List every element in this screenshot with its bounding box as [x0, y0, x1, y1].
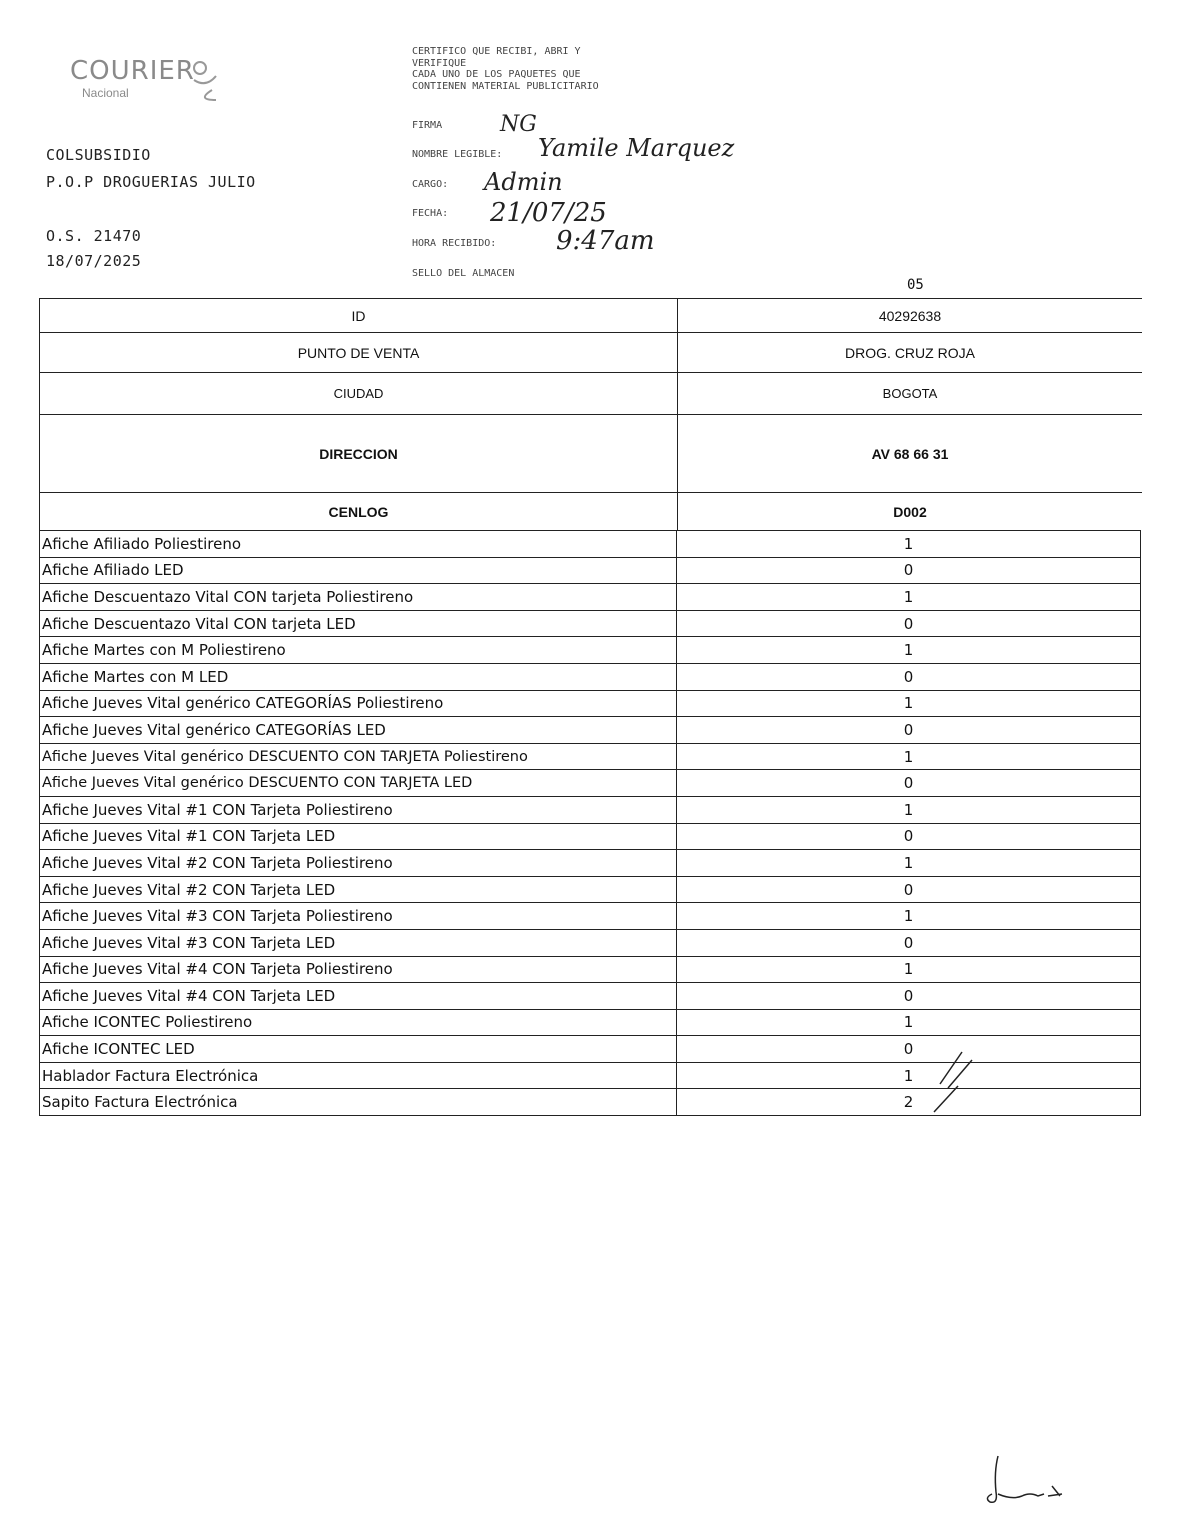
logo-word: COURIER [70, 56, 195, 86]
handwritten-date: 21/07/25 [490, 198, 607, 228]
hora-label: HORA RECIBIDO: [412, 238, 497, 249]
client-name: COLSUBSIDIO [46, 146, 151, 164]
item-name: Afiche Jueves Vital #4 CON Tarjeta LED [40, 983, 677, 1010]
logo-emblem-icon [186, 54, 228, 104]
campaign-name: P.O.P DROGUERIAS JULIO [46, 173, 256, 191]
sello-label: SELLO DEL ALMACEN [412, 268, 515, 279]
info-row [40, 373, 1143, 415]
info-value: BOGOTA [678, 373, 1143, 415]
item-qty: 0 [677, 663, 1141, 690]
table-row [40, 929, 1141, 956]
item-name: Hablador Factura Electrónica [40, 1062, 677, 1089]
handwritten-time: 9:47am [556, 226, 655, 256]
item-name: Sapito Factura Electrónica [40, 1089, 677, 1116]
order-date: 18/07/2025 [46, 252, 142, 270]
table-row [40, 663, 1141, 690]
table-row [40, 823, 1141, 850]
info-value: AV 68 66 31 [678, 415, 1143, 493]
cargo-label: CARGO: [412, 179, 449, 190]
item-qty: 0 [677, 557, 1141, 584]
item-qty: 0 [677, 929, 1141, 956]
item-qty: 1 [677, 743, 1141, 770]
info-label: ID [40, 299, 678, 333]
item-name: Afiche Jueves Vital genérico DESCUENTO CON TARJETA LED [40, 770, 677, 797]
page-code: 05 [907, 277, 924, 293]
info-label: CIUDAD [40, 373, 678, 415]
item-qty: 0 [677, 983, 1141, 1010]
items-table [39, 530, 1141, 1116]
nombre-label: NOMBRE LEGIBLE: [412, 149, 503, 160]
item-qty: 0 [677, 876, 1141, 903]
item-qty: 1 [677, 531, 1141, 558]
table-row [40, 637, 1141, 664]
item-qty: 0 [677, 717, 1141, 744]
info-value: DROG. CRUZ ROJA [678, 333, 1143, 373]
item-name: Afiche Jueves Vital genérico CATEGORÍAS LED [40, 717, 677, 744]
store-info-table [39, 298, 1142, 531]
item-name: Afiche Afiliado Poliestireno [40, 531, 677, 558]
item-name: Afiche ICONTEC LED [40, 1036, 677, 1063]
table-row [40, 983, 1141, 1010]
item-qty: 0 [677, 823, 1141, 850]
info-row [40, 415, 1143, 493]
item-qty: 1 [677, 690, 1141, 717]
item-name: Afiche Jueves Vital #2 CON Tarjeta Poliestireno [40, 850, 677, 877]
table-row [40, 610, 1141, 637]
info-value: 40292638 [678, 299, 1143, 333]
courier-logo [68, 54, 228, 110]
item-qty: 1 [677, 584, 1141, 611]
item-qty: 1 [677, 956, 1141, 983]
table-row [40, 770, 1141, 797]
item-qty: 1 [677, 850, 1141, 877]
item-name: Afiche Jueves Vital #4 CON Tarjeta Poliestireno [40, 956, 677, 983]
item-name: Afiche Jueves Vital genérico CATEGORÍAS Poliestireno [40, 690, 677, 717]
item-name: Afiche Afiliado LED [40, 557, 677, 584]
item-name: Afiche Jueves Vital #1 CON Tarjeta LED [40, 823, 677, 850]
table-row [40, 956, 1141, 983]
table-row [40, 903, 1141, 930]
item-qty: 2 [677, 1089, 1141, 1116]
fecha-label: FECHA: [412, 208, 449, 219]
item-name: Afiche Jueves Vital #3 CON Tarjeta Poliestireno [40, 903, 677, 930]
handwritten-name: Yamile Marquez [538, 134, 735, 162]
item-qty: 1 [677, 637, 1141, 664]
item-qty: 0 [677, 770, 1141, 797]
item-qty: 1 [677, 796, 1141, 823]
item-name: Afiche Jueves Vital #2 CON Tarjeta LED [40, 876, 677, 903]
table-row [40, 850, 1141, 877]
table-row [40, 690, 1141, 717]
table-row [40, 584, 1141, 611]
info-row [40, 299, 1143, 333]
item-qty: 1 [677, 1009, 1141, 1036]
handwritten-initials-icon [982, 1452, 1072, 1510]
item-name: Afiche Martes con M Poliestireno [40, 637, 677, 664]
table-row [40, 557, 1141, 584]
service-order: O.S. 21470 [46, 227, 142, 245]
certification-text: CERTIFICO QUE RECIBI, ABRI Y VERIFIQUE CADA UNO DE LOS PAQUETES QUE CONTIENEN MATERIAL PUBLICITARIO [412, 46, 599, 92]
item-qty: 0 [677, 610, 1141, 637]
info-value: D002 [678, 493, 1143, 531]
info-label: PUNTO DE VENTA [40, 333, 678, 373]
logo-subtext: Nacional [82, 86, 129, 100]
info-label: CENLOG [40, 493, 678, 531]
table-row [40, 876, 1141, 903]
item-name: Afiche Jueves Vital #3 CON Tarjeta LED [40, 929, 677, 956]
item-name: Afiche ICONTEC Poliestireno [40, 1009, 677, 1036]
table-row [40, 796, 1141, 823]
item-name: Afiche Jueves Vital genérico DESCUENTO CON TARJETA Poliestireno [40, 743, 677, 770]
table-row [40, 717, 1141, 744]
check-mark-icon [928, 1048, 988, 1114]
item-name: Afiche Descuentazo Vital CON tarjeta Poliestireno [40, 584, 677, 611]
info-row [40, 333, 1143, 373]
table-row [40, 743, 1141, 770]
item-name: Afiche Martes con M LED [40, 663, 677, 690]
item-qty: 1 [677, 903, 1141, 930]
item-qty: 1 [677, 1062, 1141, 1089]
item-name: Afiche Descuentazo Vital CON tarjeta LED [40, 610, 677, 637]
firma-label: FIRMA [412, 120, 443, 131]
table-row [40, 1009, 1141, 1036]
handwritten-signature: NG [500, 112, 537, 137]
table-row [40, 531, 1141, 558]
handwritten-position: Admin [484, 168, 563, 196]
info-row [40, 493, 1143, 531]
info-label: DIRECCION [40, 415, 678, 493]
item-name: Afiche Jueves Vital #1 CON Tarjeta Poliestireno [40, 796, 677, 823]
item-qty: 0 [677, 1036, 1141, 1063]
